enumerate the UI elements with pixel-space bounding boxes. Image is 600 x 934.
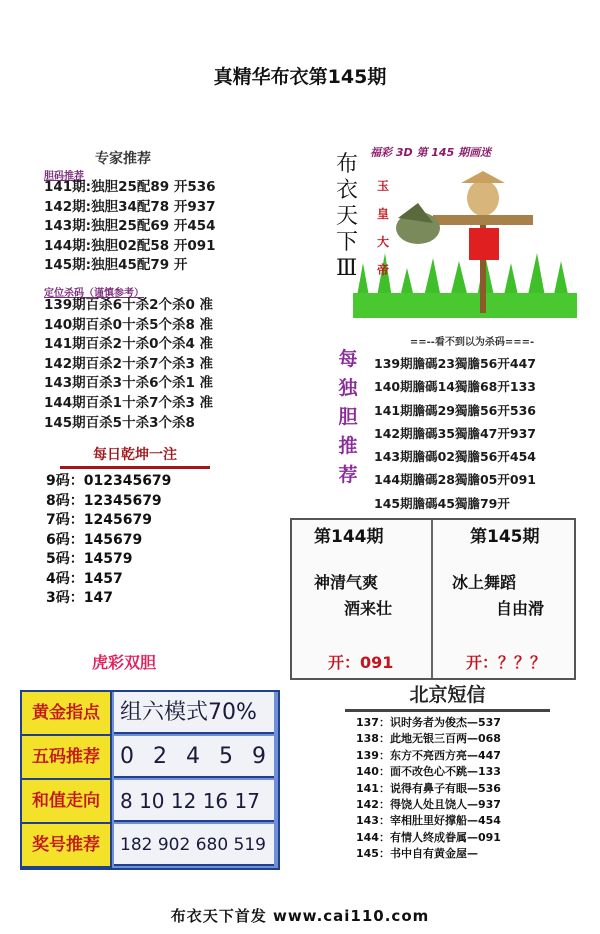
list-item: 5码：14579 [46,551,133,567]
list-item: 140期百杀0十杀5个杀8 准 [44,316,214,333]
gold-value: 组六模式70% [114,692,274,734]
list-item: 141期百杀2十杀0个杀4 准 [44,336,214,353]
list-item: 144：有情人终成眷属—091 [356,830,501,844]
yuhuang-vertical: 玉 皇 大 帝 [377,179,390,277]
list-item: 6码：145679 [46,531,143,548]
period-left-heading: 第144期 [314,527,384,547]
divider [345,709,550,712]
list-item: 145期膽碼45獨膽79开 [374,495,510,511]
list-item: 9码：012345679 [46,473,172,489]
daily-heading: 每日乾坤一注 [60,444,210,469]
beijing-heading: 北京短信 [409,684,486,706]
list-item: 139期百杀6十杀2个杀0 准 [44,297,214,313]
list-item: 3码：147 [46,590,113,606]
list-item: 143期膽碼02獨膽56开454 [374,449,536,465]
position-tag: 定位杀码（谨慎参考） [44,288,144,299]
dan-note: ==--看不到以为杀码===- [409,337,535,348]
list-item: 143期:独胆25配69 开454 [44,218,216,235]
position-list [44,296,213,433]
expert-heading: 专家推荐 [95,151,151,167]
gold-label: 黄金指点 [22,692,112,736]
list-item: 4码：1457 [46,570,123,587]
list-item: 145期百杀5十杀3个杀8 [44,414,195,431]
divider [431,520,433,678]
gold-value: 0 2 4 5 9 [114,736,274,778]
dudan-list [44,178,216,276]
list-item: 7码：1245679 [46,512,152,528]
daily-list [46,472,171,609]
list-item: 138：此地无银三百两—068 [356,732,501,746]
list-item: 142期:独胆34配78 开937 [44,198,216,215]
gold-row [22,692,278,736]
cloth-title-vertical: 布 衣 天 下 Ⅲ [336,152,359,281]
gold-tips-box [20,690,280,870]
gold-row [22,780,278,824]
list-item: 143期百杀3十杀6个杀1 准 [44,375,214,392]
list-item: 140：面不改色心不跳—133 [356,765,501,779]
gold-value: 182 902 680 519 [114,824,274,866]
list-item: 142期百杀2十杀7个杀3 准 [44,355,214,372]
footer-text: 布衣天下首发 www.cai110.com [170,907,430,925]
gold-value: 8 10 12 16 17 [114,780,274,822]
list-item: 142期膽碼35獨膽47开937 [374,425,536,441]
list-item: 144期百杀1十杀7个杀3 准 [44,394,214,411]
period-right-result: 开：？？？ [466,653,547,672]
scarecrow-illustration [333,143,577,318]
list-item: 142：得饶人处且饶人—937 [356,798,501,812]
list-item: 140期膽碼14獨膽68开133 [374,379,536,395]
page-title: 真精华布衣第145期 [213,66,387,88]
list-item: 8码：12345679 [46,492,162,509]
gold-label: 奖号推荐 [22,824,112,868]
beijing-list [356,715,501,863]
list-item: 137：识时务者为俊杰—537 [356,716,501,729]
gold-label: 五码推荐 [22,736,112,780]
list-item: 141期膽碼29獨膽56开536 [374,402,536,418]
dudan-tag: 胆码推荐 [44,171,84,182]
list-item: 144期膽碼28獨膽05开091 [374,472,536,488]
dan-list [374,352,536,515]
list-item: 143：宰相肚里好撑船—454 [356,814,501,828]
fucai-caption: 福彩 3D 第 145 期画迷 [370,146,492,159]
gold-row [22,824,278,868]
list-item: 141：说得有鼻子有眼—536 [356,781,501,795]
period-left-result: 开：091 [328,653,394,672]
dan-vertical-label: 每 独 胆 推 荐 [338,348,358,486]
tiger-heading: 虎彩双胆 [92,653,157,672]
gold-row [22,736,278,780]
list-item: 145：书中自有黄金屋— [356,847,478,861]
list-item: 139：东方不亮西方亮—447 [356,748,501,762]
period-comparison: 第144期 第145期 神清气爽 酒来壮 冰上舞蹈 自由滑 开：091 开：？？？ [290,518,576,680]
period-right-heading: 第145期 [470,527,540,547]
list-item: 145期:独胆45配79 开 [44,257,188,274]
gold-label: 和值走向 [22,780,112,824]
list-item: 141期:独胆25配89 开536 [44,179,216,195]
list-item: 144期:独胆02配58 开091 [44,237,216,254]
list-item: 139期膽碼23獨膽56开447 [374,356,536,371]
